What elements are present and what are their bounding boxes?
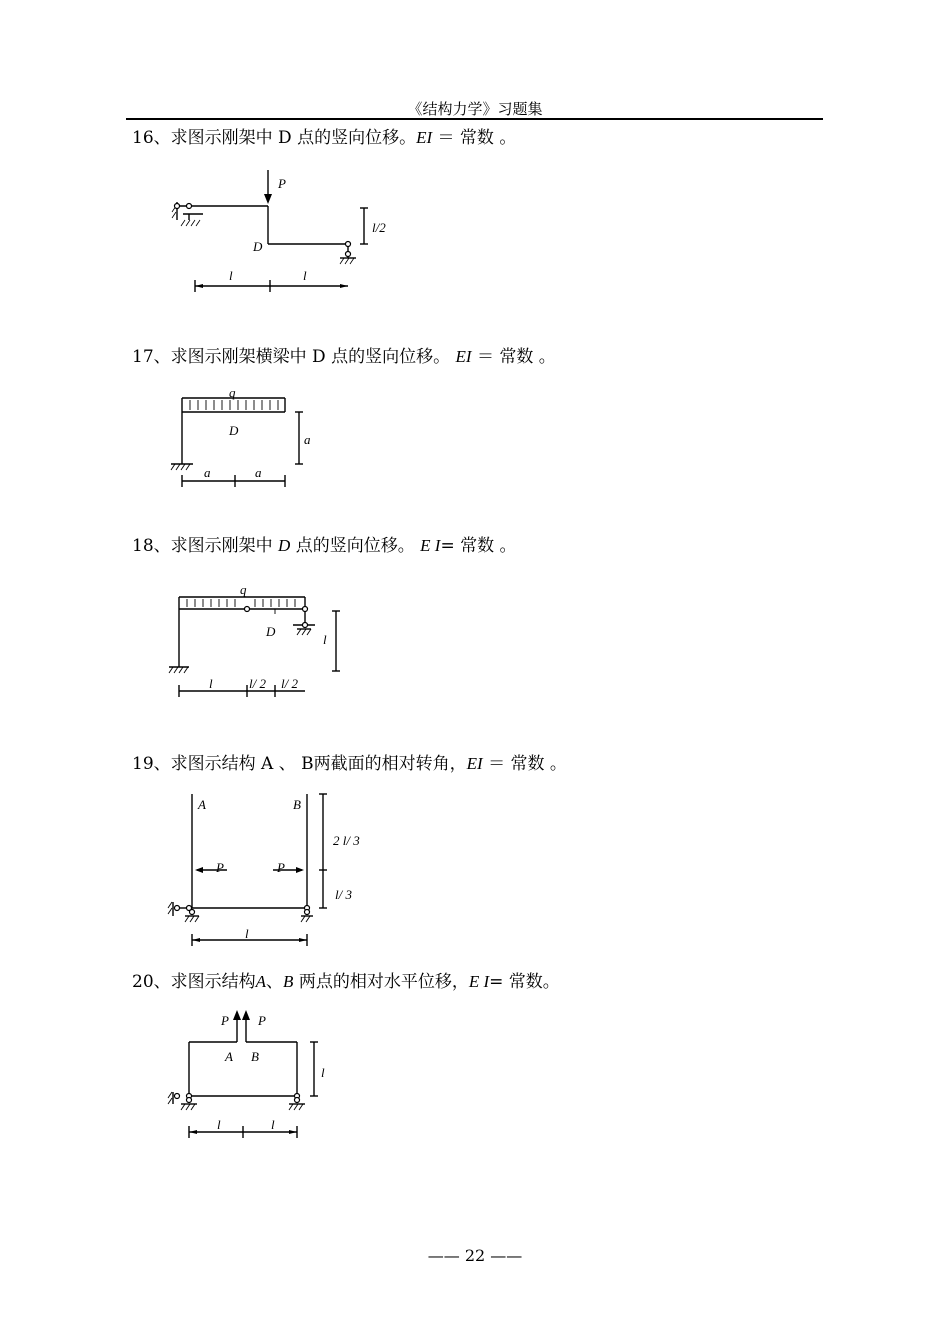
label-P: P bbox=[278, 176, 286, 191]
label-height-upper: 2 l/ 3 bbox=[333, 833, 360, 848]
label-D: D bbox=[253, 239, 263, 254]
label-D: D bbox=[266, 624, 276, 639]
problem-16-text: 16、求图示刚架中 D 点的竖向位移。EI ＝ 常数 。 bbox=[132, 128, 517, 148]
label-l-1: l bbox=[217, 1117, 221, 1132]
label-l-2: l bbox=[271, 1117, 275, 1132]
label-P-2: P bbox=[258, 1013, 266, 1028]
label-height: l/2 bbox=[372, 220, 386, 235]
header-rule bbox=[126, 118, 823, 120]
label-l-vertical: l bbox=[323, 632, 327, 647]
label-P-1: P bbox=[221, 1013, 229, 1028]
label-P-1: P bbox=[216, 860, 224, 875]
label-l-2: l/ 2 bbox=[249, 676, 266, 691]
label-D: D bbox=[229, 423, 239, 438]
figure-19 bbox=[165, 790, 375, 950]
figure-20 bbox=[165, 1008, 345, 1143]
label-B: B bbox=[293, 797, 301, 812]
problem-17-text: 17、求图示刚架横梁中 D 点的竖向位移。 EI ＝ 常数 。 bbox=[132, 347, 556, 367]
label-a-vertical: a bbox=[304, 432, 311, 447]
header-title: 《结构力学》习题集 bbox=[407, 100, 543, 118]
figure-17 bbox=[165, 386, 335, 491]
label-q: q bbox=[240, 582, 247, 597]
label-span-1: l bbox=[229, 268, 233, 283]
figure-18 bbox=[165, 581, 365, 701]
label-B: B bbox=[251, 1049, 259, 1064]
label-span-2: l bbox=[303, 268, 307, 283]
label-l-3: l/ 2 bbox=[281, 676, 298, 691]
label-A: A bbox=[198, 797, 206, 812]
label-l-1: l bbox=[209, 676, 213, 691]
problem-18-text: 18、求图示刚架中 D 点的竖向位移。 E I= 常数 。 bbox=[132, 536, 517, 556]
problem-19-text: 19、求图示结构 A 、 B两截面的相对转角，EI ＝ 常数 。 bbox=[132, 754, 567, 774]
label-P-2: P bbox=[277, 860, 285, 875]
problem-20-text: 20、求图示结构A、B 两点的相对水平位移，E I= 常数。 bbox=[132, 972, 560, 992]
label-a-1: a bbox=[204, 465, 211, 480]
label-A: A bbox=[225, 1049, 233, 1064]
label-l-vertical: l bbox=[321, 1065, 325, 1080]
label-span: l bbox=[245, 926, 249, 941]
label-a-2: a bbox=[255, 465, 262, 480]
label-q: q bbox=[229, 385, 236, 400]
label-height-lower: l/ 3 bbox=[335, 887, 352, 902]
page-number: —— 22 —— bbox=[427, 1246, 523, 1265]
figure-16 bbox=[165, 162, 405, 297]
